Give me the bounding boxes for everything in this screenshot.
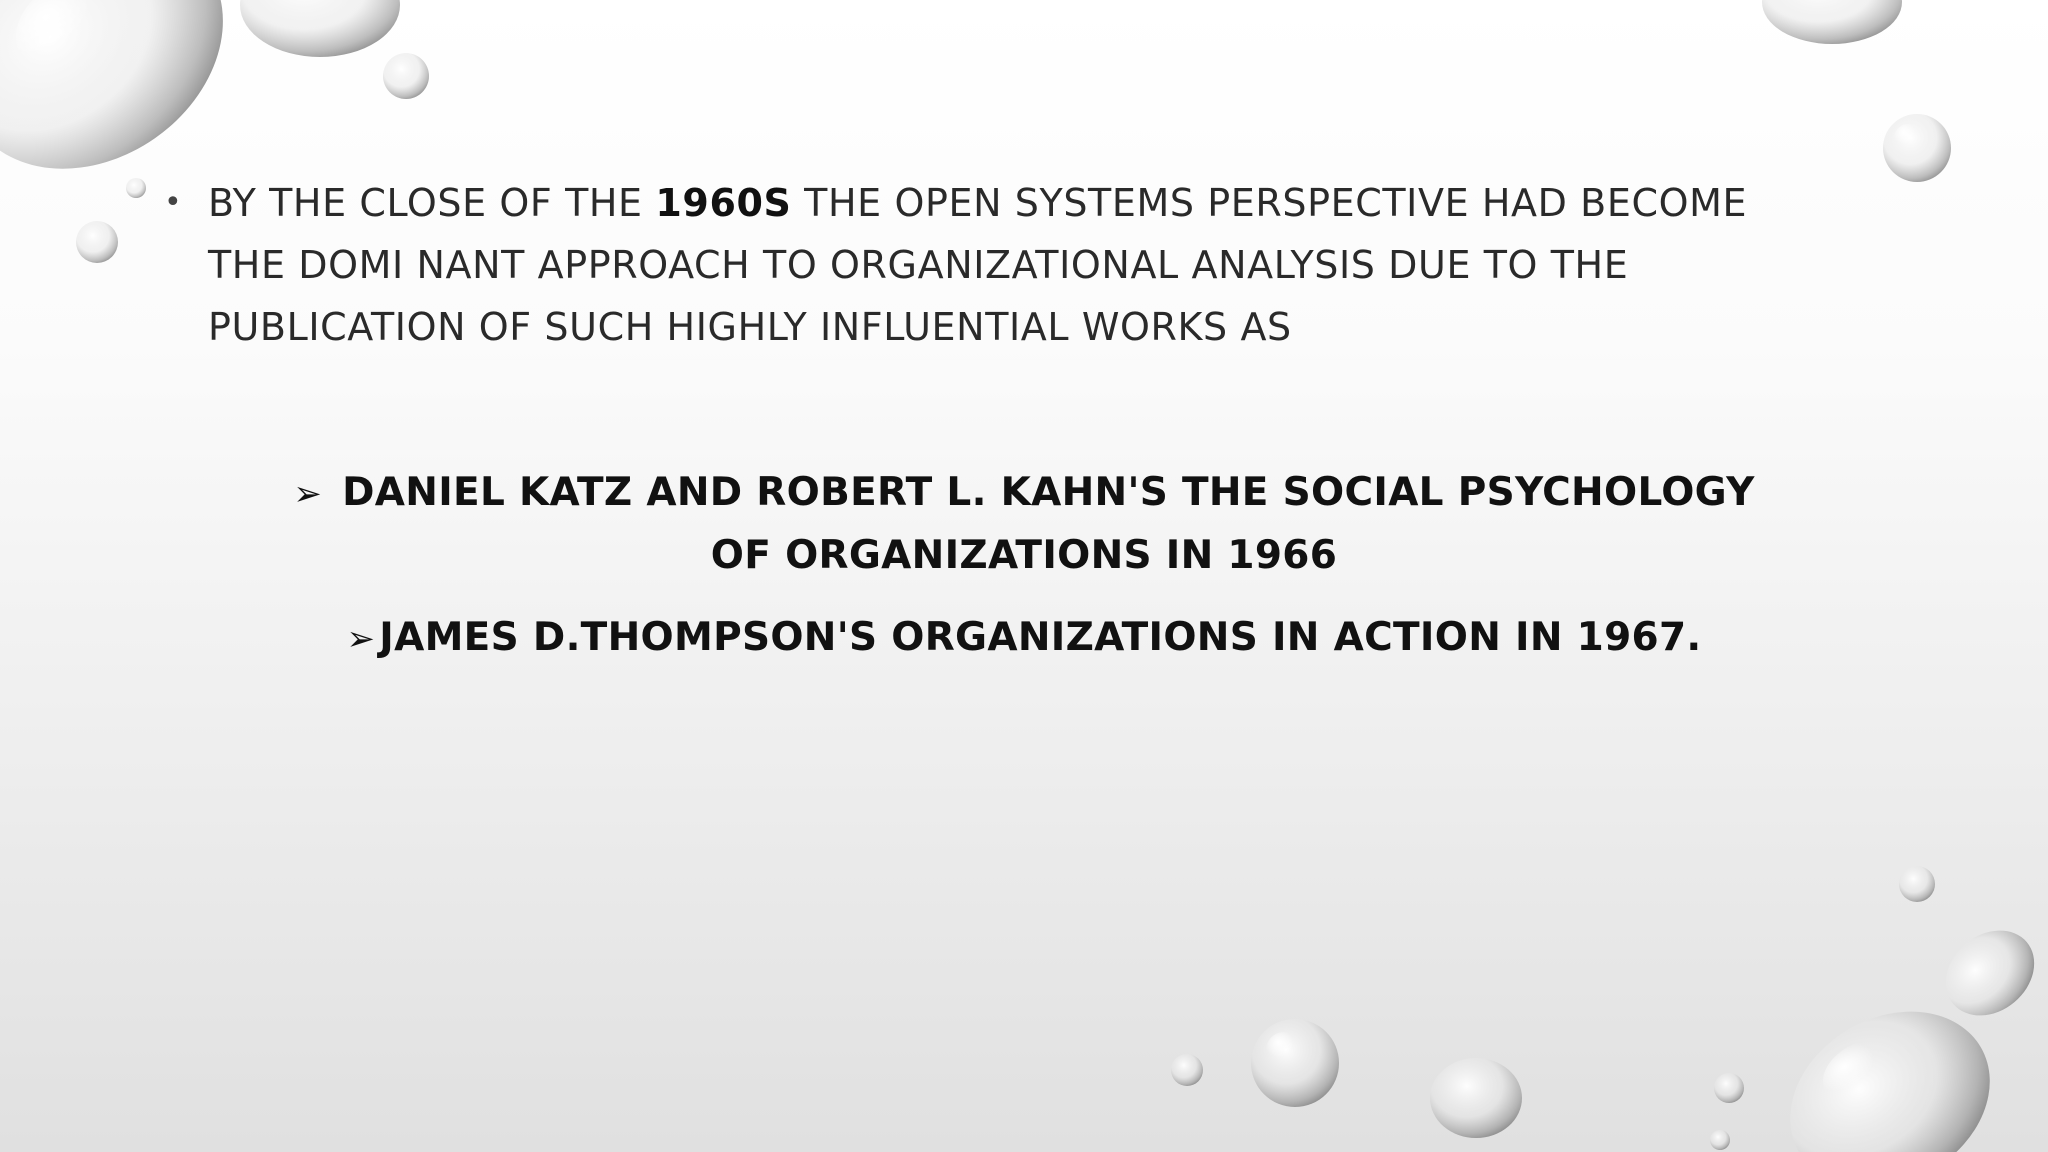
arrow-bullet-icon: ➢ — [293, 474, 323, 514]
drop-icon — [240, 0, 400, 57]
drop-icon — [383, 53, 429, 99]
bullet-text-highlight: 1960S — [655, 181, 792, 225]
bullet-icon: • — [164, 185, 182, 220]
sub-bullet-item — [289, 462, 1759, 587]
bullet-text-start: BY THE CLOSE OF THE — [208, 181, 656, 225]
bullet-text — [208, 172, 1804, 358]
sub-bullet-list — [0, 462, 2048, 670]
drop-icon — [1929, 913, 2048, 1033]
bullet-text-end: THE OPEN SYSTEMS PERSPECTIVE HAD BECOME THE DOMI NANT APPROACH TO ORGANIZATIONAL ANALYSIS DUE TO THE PUBLICATION OF SUCH HIGHLY INFLUENTIAL WORKS AS — [208, 181, 1748, 349]
drop-icon — [1171, 1054, 1203, 1086]
main-bullet — [164, 172, 1804, 358]
drop-icon — [126, 178, 146, 198]
sub-bullet-item — [0, 607, 2048, 670]
drop-icon — [1430, 1058, 1522, 1138]
drop-icon — [1762, 0, 1902, 44]
sub-bullet-text: JAMES D.THOMPSON'S ORGANIZATIONS IN ACTION IN 1967. — [379, 615, 1702, 660]
drop-icon — [1899, 866, 1935, 902]
sub-bullet-text: DANIEL KATZ AND ROBERT L. KAHN'S THE SOCIAL PSYCHOLOGY OF ORGANIZATIONS IN 1966 — [342, 470, 1755, 578]
arrow-bullet-icon: ➢ — [346, 619, 376, 659]
drop-icon — [1714, 1073, 1744, 1103]
drop-icon — [1710, 1130, 1730, 1150]
drop-icon — [76, 221, 118, 263]
